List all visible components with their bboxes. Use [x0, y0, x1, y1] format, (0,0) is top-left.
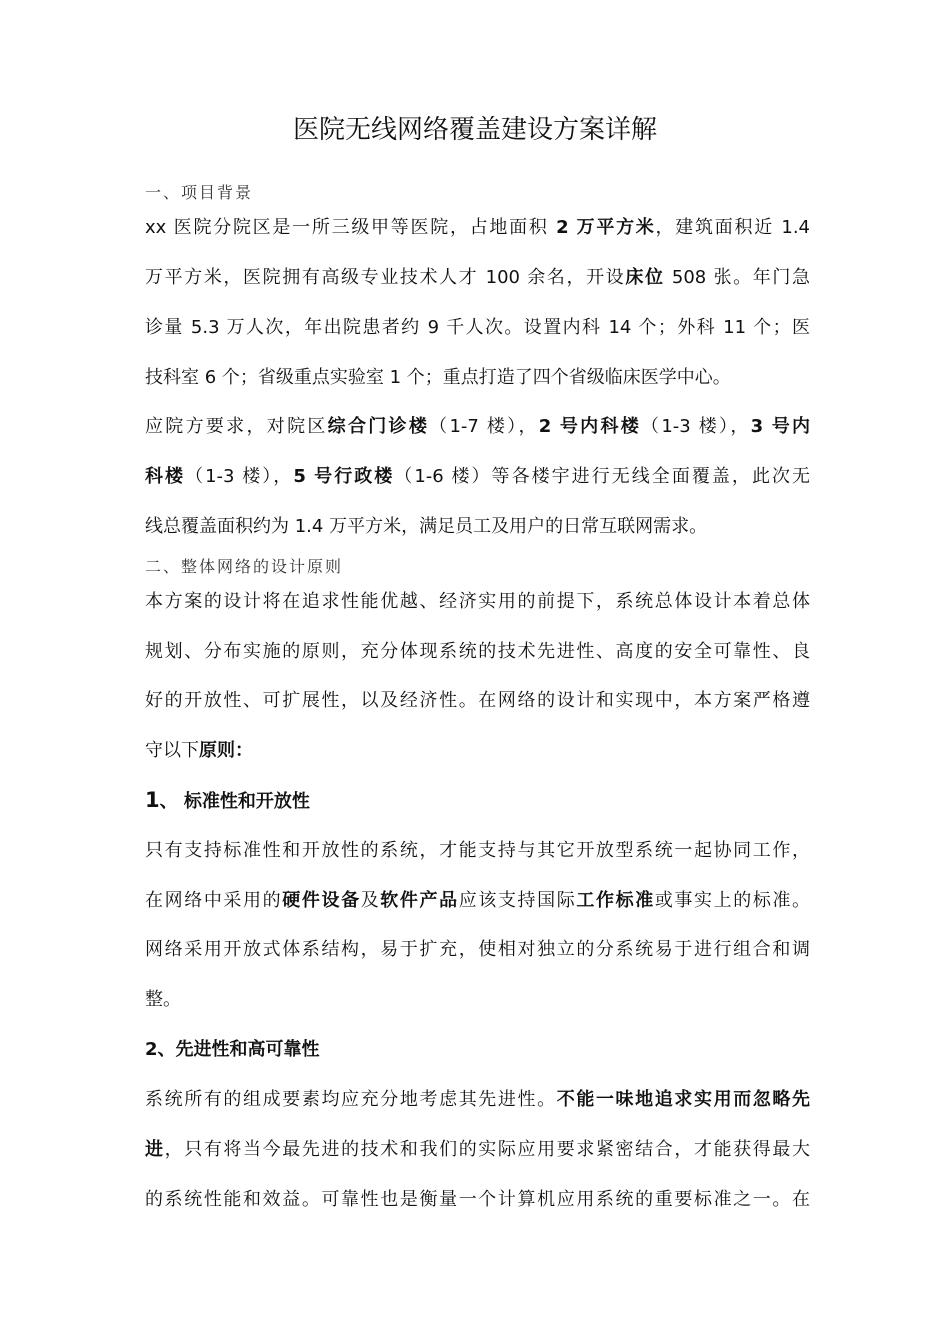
subheading-standards-openness: 1、 标准性和开放性 [145, 788, 310, 812]
paragraph-line: 规划、分布实施的原则，充分体现系统的技术先进性、高度的安全可靠性、良 [145, 641, 810, 662]
paragraph-line: 诊量 5.3 万人次，年出院患者约 9 千人次。设置内科 14 个；外科 11 个；医 [145, 317, 810, 338]
paragraph-line: 科楼（1-3 楼），5 号行政楼（1-6 楼）等各楼宇进行无线全面覆盖，此次无 [145, 466, 811, 487]
paragraph-line: 本方案的设计将在追求性能优越、经济实用的前提下，系统总体设计本着总体 [145, 591, 810, 612]
paragraph-line: 只有支持标准性和开放性的系统，才能支持与其它开放型系统一起协同工作， [145, 840, 810, 861]
paragraph-line: 整。 [145, 989, 181, 1010]
paragraph-line: 系统所有的组成要素均应充分地考虑其先进性。不能一味地追求实用而忽略先 [145, 1089, 811, 1110]
paragraph-line: 守以下原则： [145, 740, 253, 761]
paragraph-line: 应院方要求，对院区综合门诊楼（1-7 楼），2 号内科楼（1-3 楼），3 号内 [145, 416, 811, 437]
paragraph-line: 网络采用开放式体系结构，易于扩充，使相对独立的分系统易于进行组合和调 [145, 939, 810, 960]
section-heading-design-principles: 二、整体网络的设计原则 [145, 557, 344, 576]
paragraph-line: 的系统性能和效益。可靠性也是衡量一个计算机应用系统的重要标准之一。在 [145, 1189, 810, 1210]
paragraph-line: 技科室 6 个；省级重点实验室 1 个；重点打造了四个省级临床医学中心。 [145, 367, 731, 388]
document-title: 医院无线网络覆盖建设方案详解 [292, 115, 657, 145]
section-heading-project-background: 一、项目背景 [145, 183, 254, 202]
subheading-advanced-reliability: 2、先进性和高可靠性 [145, 1039, 320, 1060]
paragraph-line: 线总覆盖面积约为 1.4 万平方米，满足员工及用户的日常互联网需求。 [145, 516, 708, 537]
paragraph-line: 好的开放性、可扩展性，以及经济性。在网络的设计和实现中，本方案严格遵 [145, 690, 810, 711]
paragraph-line: xx 医院分院区是一所三级甲等医院，占地面积 2 万平方米，建筑面积近 1.4 [145, 217, 811, 238]
paragraph-line: 在网络中采用的硬件设备及软件产品应该支持国际工作标准或事实上的标准。 [145, 890, 811, 911]
paragraph-line: 进，只有将当今最先进的技术和我们的实际应用要求紧密结合，才能获得最大 [145, 1139, 810, 1160]
paragraph-line: 万平方米，医院拥有高级专业技术人才 100 余名，开设床位 508 张。年门急 [145, 267, 810, 288]
